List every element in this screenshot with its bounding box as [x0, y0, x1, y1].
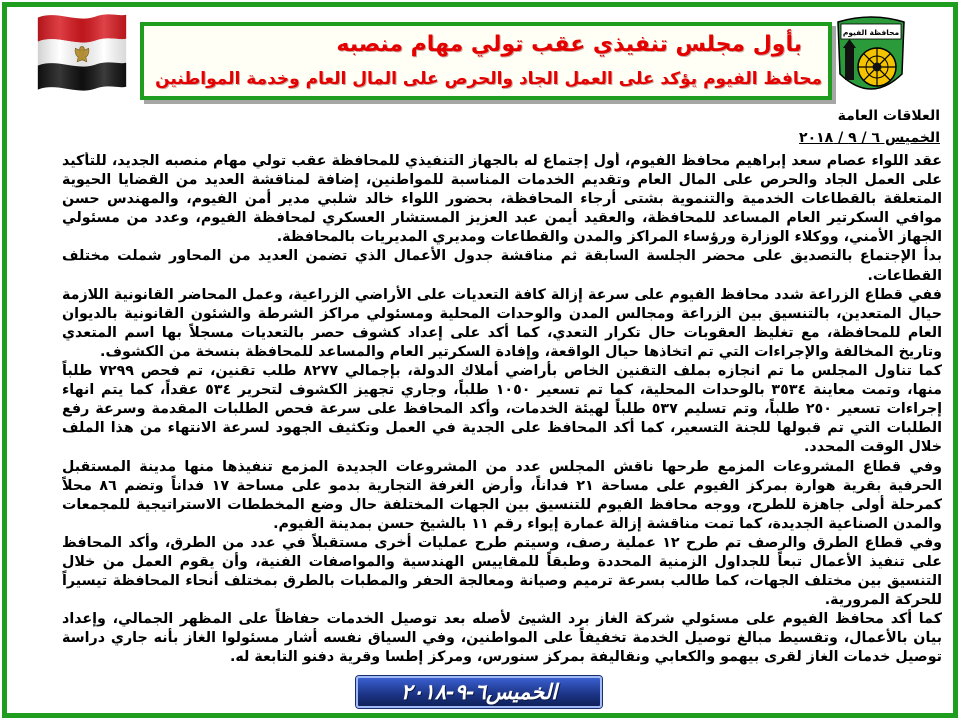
- article-paragraph: كما أكد محافظ الفيوم على مسئولي شركة الغاز برد الشيئ لأصله بعد توصيل الخدمات حفاظاً على المظهر الجمالي، وإعداد بيان بالأعمال، وتقسيط مبالغ توصيل الخدمة تخفيفاً على المواطنين، وفي السياق نفسه أشار مسئولوا الغاز بأنه جاري دراسة توصيل خدمات الغاز لقرى بيهمو والكعابي ونقاليفة بمركز سنورس، ومركز إطسا وقرية دفنو التابعة له.: [62, 611, 942, 666]
- release-date: الخميس ٦ / ٩ / ٢٠١٨: [799, 130, 940, 146]
- headline-subtitle: بأول مجلس تنفيذي عقب تولي مهام منصبه: [336, 32, 802, 57]
- article-body: [62, 152, 942, 670]
- article-paragraph: وفي قطاع الطرق والرصف تم طرح ١٢ عملية رصف، وسيتم طرح عمليات أخرى مستقبلاً في عدد من الطرق، وأكد المحافظ على تنفيذ الأعمال تبعاً للجداول الزمنية المحددة وطبقاً للمقاييس الهندسية والمواصفات الفنية، وأن يقوم العمل من خلال التنسيق بين مختلف الجهات، كما طالب بسرعة ترميم وصيانة ومعالجة الحفر والمطبات بالطرق بمختلف أنحاء المحافظة تيسيراً للحركة المرورية.: [62, 534, 942, 609]
- logo-text: محافظة الفيوم: [842, 28, 900, 37]
- date-banner-text: الخميس٦-٩-٢٠١٨: [400, 680, 558, 704]
- article-paragraph: ففي قطاع الزراعة شدد محافظ الفيوم على سرعة إزالة كافة التعديات على الأراضي الزراعية، وعمل المحاضر القانونية اللازمة حيال المتعدين، بالتنسيق بين الزراعة ومجالس المدن والوحدات المحلية ومسئولي مراكز الشرطة والشئون القانونية بالديوان العام للمحافظة، مع تغليظ العقوبات حال تكرار التعدي، كما أكد على إعداد كشوف حصر بالتعديات مسجلاً بها اسم المتعدي وتاريخ المخالفة والإجراءات التي تم اتخاذها حيال الواقعة، وإفادة السكرتير العام والمساعد للمحافظة بنسخة من الكشوف.: [62, 286, 942, 360]
- department-label: العلاقات العامة: [837, 108, 940, 124]
- article-paragraph: وفي قطاع المشروعات المزمع طرحها ناقش المجلس عدد من المشروعات الجديدة المزمع تنفيذها منها مدينة المستقبل الحرفية بقرية هوارة بمركز الفيوم على مساحة ٢١ فداناً، وأرض الغرفة التجارية بدمو على مساحة ١٧ فداناً وتضم ٨٦ محلاً كمرحلة أولى جاهزة للطرح، ووجه محافظ الفيوم للتنسيق بين الجهات المختلفة حال وضع المخططات الاستراتيجية للمجمعات والمدن الصناعية الجديدة، كما تمت مناقشة إزالة عمارة إيواء رقم ١١ بالشيخ حسن بمدينة الفيوم.: [62, 458, 942, 532]
- article-paragraph: كما تناول المجلس ما تم انجازه بملف التقنين الخاص بأراضي أملاك الدولة، بإجمالي ٨٢٧٧ طلب تقنين، تم فحص ٧٢٩٩ طلباً منها، وتمت معاينة ٣٥٣٤ بالوحدات المحلية، كما تم تسعير ١٠٥٠ طلباً، وجاري تجهيز الكشوف لتحرير ٥٣٤ عقداً، كما يتم انهاء إجراءات تسعير ٢٥٠ طلباً، وتم تسليم ٥٣٧ طلباً لهيئة الخدمات، وأكد المحافظ على سرعة فحص الطلبات المقدمة وسرعة رفع الطلبات التي تم قبولها للجنة التسعير، كما أكد المحافظ على الجدية في العمل وتكثيف الجهود لسرعة الانتهاء من هذا الملف خلال الوقت المحدد.: [62, 363, 942, 456]
- date-banner: [356, 676, 602, 708]
- headline-title: محافظ الفيوم يؤكد على العمل الجاد والحرص على المال العام وخدمة المواطنين: [155, 69, 822, 89]
- headline-box: [140, 22, 832, 100]
- egypt-flag-icon: [34, 6, 130, 106]
- article-paragraph: بدأ الإجتماع بالتصديق على محضر الجلسة السابقة ثم مناقشة جدول الأعمال الذي تضمن العديد من المحاور شملت مختلف القطاعات.: [62, 248, 942, 284]
- article-paragraph: عقد اللواء عصام سعد إبراهيم محافظ الفيوم، أول إجتماع له بالجهاز التنفيذي للمحافظة عقب تولي مهام منصبه الجديد، للتأكيد على العمل الجاد والحرص على المال العام وتقديم الخدمات المناسبة للمواطنين، إضافة لمناقشة العديد من القضايا الحيوية المتعلقة بالقطاعات الخدمية والتنموية بشتى أرجاء المحافظة، بحضور اللواء خالد شلبي مدير أمن الفيوم، والمهندس حسن موافي السكرتير العام المساعد للمحافظة، والعقيد أيمن عبد العزيز المستشار العسكري لمحافظة الفيوم، وعدد من مسئولي الجهاز الأمني، ووكلاء الوزارة ورؤساء المراكز والمدن والقطاعات ومديري المديريات بالمحافظة.: [62, 153, 942, 246]
- fayoum-governorate-logo: [832, 12, 910, 100]
